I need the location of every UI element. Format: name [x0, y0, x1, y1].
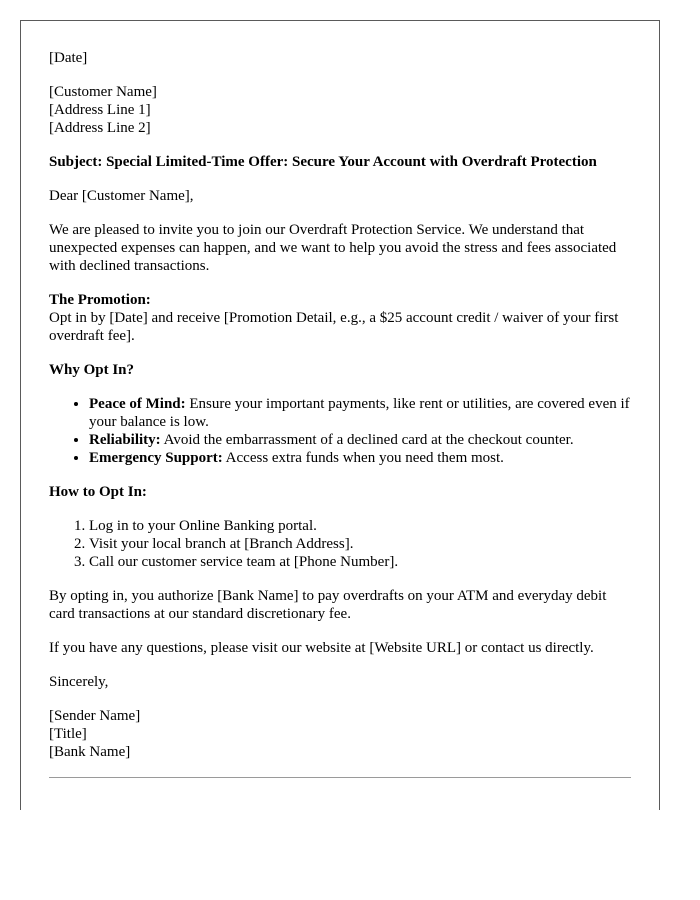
closing: Sincerely, — [49, 674, 109, 690]
letter-page — [20, 20, 660, 810]
promotion-text: Opt in by [Date] and receive [Promotion Detail, e.g., a $25 account credit / waiver of your first overdraft fee]. — [49, 310, 619, 344]
list-item — [89, 395, 631, 431]
benefit-text: Avoid the embarrassment of a declined card at the checkout counter. — [160, 432, 574, 448]
benefits-list — [49, 395, 631, 467]
list-item: 1. Log in to your Online Banking portal. — [89, 517, 631, 535]
sender-title: [Title] — [49, 726, 87, 742]
recipient-address-block — [49, 83, 631, 137]
intro-paragraph: We are pleased to invite you to join our Overdraft Protection Service. We understand that unexpected expenses can happen, and we want to help you avoid the stress and fees associated with declined transactions. — [49, 222, 617, 274]
authorization-paragraph: By opting in, you authorize [Bank Name] to pay overdrafts on your ATM and everyday debit card transactions at our standard discretionary fee. — [49, 588, 607, 622]
list-item — [89, 449, 631, 467]
benefit-text: Access extra funds when you need them most. — [222, 450, 504, 466]
opt-in-steps-list — [49, 517, 631, 571]
footer-divider — [49, 777, 631, 778]
recipient-address-line-1: [Address Line 1] — [49, 102, 151, 118]
recipient-name: [Customer Name] — [49, 84, 157, 100]
list-item — [89, 431, 631, 449]
how-to-opt-in-heading: How to Opt In: — [49, 484, 147, 500]
benefit-text: Ensure your important payments, like rent or utilities, are covered even if your balance is low. — [89, 396, 630, 430]
salutation: Dear [Customer Name], — [49, 188, 194, 204]
letter-date: [Date] — [49, 50, 88, 66]
promotion-section — [49, 291, 631, 345]
sender-name: [Sender Name] — [49, 708, 141, 724]
list-item: 3. Call our customer service team at [Phone Number]. — [89, 553, 631, 571]
why-opt-in-heading: Why Opt In? — [49, 362, 135, 378]
recipient-address-line-2: [Address Line 2] — [49, 120, 151, 136]
benefit-term: Peace of Mind: — [89, 396, 186, 412]
sender-bank-name: [Bank Name] — [49, 744, 131, 760]
promotion-heading: The Promotion: — [49, 292, 151, 308]
benefit-term: Reliability: — [89, 432, 161, 448]
signature-block — [49, 707, 631, 761]
questions-paragraph: If you have any questions, please visit our website at [Website URL] or contact us directly. — [49, 640, 594, 656]
subject-line: Subject: Special Limited-Time Offer: Secure Your Account with Overdraft Protection — [49, 154, 597, 170]
benefit-term: Emergency Support: — [89, 450, 223, 466]
list-item: 2. Visit your local branch at [Branch Address]. — [89, 535, 631, 553]
